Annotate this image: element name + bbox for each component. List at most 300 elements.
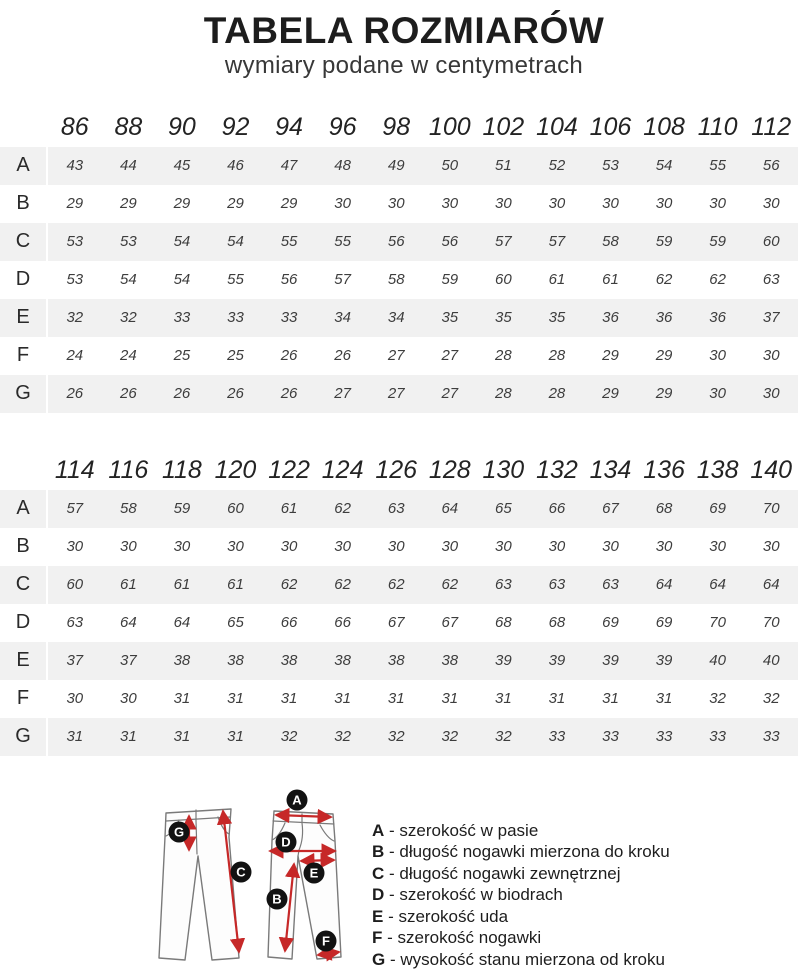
row-label: C (0, 566, 48, 604)
value-cell: 30 (227, 538, 244, 556)
value-cell: 70 (762, 500, 780, 518)
table-row (0, 147, 798, 185)
value-cell: 64 (762, 576, 780, 594)
value-cell: 53 (66, 233, 84, 251)
value-cell: 40 (762, 652, 780, 670)
value-cell: 45 (173, 157, 191, 175)
legend-item (372, 927, 670, 949)
row-label: B (0, 528, 48, 566)
value-cell: 37 (762, 309, 780, 327)
value-cell: 27 (387, 385, 405, 403)
table-row (0, 566, 798, 604)
value-cell: 56 (441, 233, 459, 251)
value-cell: 61 (280, 500, 298, 518)
table-row (0, 223, 798, 261)
value-cell: 54 (173, 271, 191, 289)
value-cell: 30 (387, 538, 405, 556)
value-cell: 31 (655, 690, 673, 708)
value-cell: 61 (548, 271, 566, 289)
value-cell: 56 (280, 271, 298, 289)
value-cell: 54 (120, 271, 137, 289)
measure-arrow-e (301, 860, 334, 861)
value-cell: 57 (334, 271, 351, 289)
value-cell: 27 (387, 347, 405, 365)
table-row (0, 642, 798, 680)
value-cell: 54 (227, 233, 244, 251)
value-cell: 56 (762, 157, 780, 175)
value-cell: 66 (280, 614, 298, 632)
value-cell: 31 (334, 690, 351, 708)
row-label: E (0, 642, 48, 680)
value-cell: 32 (709, 690, 726, 708)
value-cell: 64 (441, 500, 459, 518)
value-cell: 31 (66, 728, 84, 746)
value-cell: 63 (548, 576, 566, 594)
size-header-cell: 138 (696, 456, 739, 485)
value-cell: 30 (280, 538, 298, 556)
value-cell: 30 (655, 538, 673, 556)
value-cell: 30 (441, 538, 459, 556)
size-header-cell: 92 (221, 113, 250, 142)
value-cell: 29 (655, 385, 673, 403)
value-cell: 61 (602, 271, 619, 289)
value-cell: 26 (227, 385, 244, 403)
legend-item (372, 841, 670, 863)
row-label: C (0, 223, 48, 261)
size-header-cell: 108 (643, 113, 685, 142)
value-cell: 34 (334, 309, 351, 327)
value-cell: 32 (762, 690, 780, 708)
value-cell: 31 (602, 690, 619, 708)
value-cell: 30 (762, 195, 780, 213)
value-cell: 27 (334, 385, 351, 403)
value-cell: 38 (173, 652, 191, 670)
table-row (0, 680, 798, 718)
value-cell: 56 (387, 233, 405, 251)
value-cell: 38 (441, 652, 459, 670)
row-label: A (0, 147, 48, 185)
value-cell: 26 (334, 347, 351, 365)
pants-diagram (128, 780, 358, 975)
row-label: D (0, 261, 48, 299)
value-cell: 29 (280, 195, 298, 213)
diagram-marker-g (169, 821, 190, 842)
value-cell: 30 (334, 195, 351, 213)
size-header-cell: 86 (60, 113, 89, 142)
svg-text:G: G (173, 824, 185, 840)
value-cell: 30 (387, 195, 405, 213)
table-row (0, 490, 798, 528)
value-cell: 28 (495, 347, 512, 365)
table-row (0, 718, 798, 756)
value-cell: 62 (334, 500, 351, 518)
table-row (0, 528, 798, 566)
value-cell: 64 (709, 576, 726, 594)
value-cell: 59 (655, 233, 673, 251)
legend-key: D (372, 885, 385, 905)
value-cell: 30 (120, 538, 137, 556)
value-cell: 59 (709, 233, 726, 251)
legend-item (372, 884, 670, 906)
size-header-cell: 112 (751, 113, 792, 142)
value-cell: 29 (602, 385, 619, 403)
value-cell: 46 (227, 157, 244, 175)
value-cell: 30 (762, 385, 780, 403)
value-cell: 29 (120, 195, 137, 213)
size-header-cell: 134 (589, 456, 632, 485)
size-header-cell: 94 (275, 113, 303, 142)
value-cell: 31 (120, 728, 137, 746)
size-header-cell: 110 (697, 113, 738, 142)
svg-text:E: E (309, 865, 319, 881)
value-cell: 30 (66, 538, 84, 556)
legend-item (372, 906, 670, 928)
value-cell: 30 (334, 538, 351, 556)
value-cell: 27 (441, 385, 459, 403)
legend-key: E (372, 906, 384, 926)
value-cell: 31 (495, 690, 512, 708)
size-header-cell: 120 (214, 456, 257, 485)
value-cell: 28 (548, 347, 566, 365)
value-cell: 35 (441, 309, 459, 327)
value-cell: 62 (280, 576, 298, 594)
value-cell: 24 (120, 347, 137, 365)
value-cell: 49 (387, 157, 405, 175)
value-cell: 65 (227, 614, 244, 632)
value-cell: 63 (762, 271, 780, 289)
value-cell: 31 (227, 728, 244, 746)
value-cell: 64 (655, 576, 673, 594)
page-title: TABELA ROZMIARÓW (203, 10, 605, 51)
value-cell: 29 (66, 195, 84, 213)
value-cell: 29 (602, 347, 619, 365)
row-label: G (0, 718, 48, 756)
value-cell: 38 (227, 652, 244, 670)
value-cell: 57 (548, 233, 566, 251)
value-cell: 54 (173, 233, 191, 251)
legend-text: - długość nogawki zewnętrznej (384, 863, 621, 883)
value-cell: 30 (173, 538, 191, 556)
row-label: A (0, 490, 48, 528)
size-header-cell: 122 (268, 456, 310, 485)
value-cell: 24 (66, 347, 84, 365)
value-cell: 51 (495, 157, 512, 175)
value-cell: 38 (387, 652, 405, 670)
value-cell: 29 (227, 195, 244, 213)
value-cell: 30 (709, 195, 726, 213)
value-cell: 28 (548, 385, 566, 403)
diagram-marker-f (316, 930, 337, 951)
table-row (0, 604, 798, 642)
row-label: F (0, 680, 48, 718)
value-cell: 30 (66, 690, 84, 708)
value-cell: 30 (602, 538, 619, 556)
value-cell: 31 (173, 728, 191, 746)
legend-item (372, 820, 670, 842)
legend-key: A (372, 820, 385, 840)
value-cell: 26 (173, 385, 191, 403)
svg-text:D: D (281, 834, 291, 850)
value-cell: 67 (441, 614, 459, 632)
value-cell: 60 (762, 233, 780, 251)
value-cell: 29 (655, 347, 673, 365)
value-cell: 32 (495, 728, 512, 746)
legend-key: G (372, 949, 386, 969)
value-cell: 25 (173, 347, 191, 365)
page-subtitle: wymiary podane w centymetrach (224, 51, 584, 79)
value-cell: 62 (334, 576, 351, 594)
value-cell: 30 (602, 195, 619, 213)
value-cell: 32 (387, 728, 405, 746)
row-label: D (0, 604, 48, 642)
value-cell: 32 (120, 309, 137, 327)
value-cell: 47 (280, 157, 298, 175)
value-cell: 40 (709, 652, 726, 670)
value-cell: 37 (120, 652, 137, 670)
value-cell: 66 (334, 614, 351, 632)
legend-text: - wysokość stanu mierzona od kroku (385, 949, 665, 969)
value-cell: 59 (173, 500, 191, 518)
value-cell: 32 (280, 728, 298, 746)
value-cell: 61 (227, 576, 244, 594)
value-cell: 30 (495, 195, 512, 213)
size-header-cell: 114 (54, 456, 95, 485)
legend-key: B (372, 842, 385, 862)
value-cell: 48 (334, 157, 351, 175)
value-cell: 33 (280, 309, 298, 327)
value-cell: 62 (387, 576, 405, 594)
diagram-marker-b (267, 888, 288, 909)
value-cell: 32 (334, 728, 351, 746)
size-header-cell: 132 (536, 456, 578, 485)
size-header-cell: 128 (428, 456, 471, 485)
value-cell: 63 (66, 614, 84, 632)
value-cell: 31 (227, 690, 244, 708)
value-cell: 53 (602, 157, 619, 175)
svg-text:C: C (236, 864, 246, 880)
value-cell: 32 (441, 728, 459, 746)
size-header-cell: 96 (328, 113, 357, 142)
value-cell: 31 (173, 690, 191, 708)
value-cell: 39 (548, 652, 566, 670)
size-header-cell: 130 (482, 456, 525, 485)
value-cell: 37 (66, 652, 84, 670)
value-cell: 58 (602, 233, 619, 251)
table-row (0, 299, 798, 337)
table-row (0, 185, 798, 223)
table-row (0, 375, 798, 413)
value-cell: 38 (280, 652, 298, 670)
value-cell: 36 (655, 309, 673, 327)
value-cell: 30 (120, 690, 137, 708)
value-cell: 36 (602, 309, 619, 327)
table-header-row (0, 446, 798, 490)
value-cell: 63 (602, 576, 619, 594)
legend-text: - szerokość nogawki (382, 928, 542, 948)
value-cell: 33 (655, 728, 673, 746)
diagram-marker-d (276, 831, 297, 852)
value-cell: 54 (655, 157, 673, 175)
value-cell: 58 (120, 500, 137, 518)
value-cell: 39 (495, 652, 512, 670)
svg-text:B: B (272, 891, 282, 907)
value-cell: 62 (655, 271, 673, 289)
value-cell: 50 (441, 157, 459, 175)
legend-item (372, 949, 670, 971)
value-cell: 69 (655, 614, 673, 632)
value-cell: 30 (709, 538, 726, 556)
size-table-1 (0, 103, 808, 413)
legend (372, 780, 670, 975)
row-label: B (0, 185, 48, 223)
value-cell: 68 (495, 614, 512, 632)
value-cell: 30 (709, 385, 726, 403)
size-header-cell: 126 (375, 456, 418, 485)
value-cell: 58 (387, 271, 405, 289)
legend-key: C (372, 863, 385, 883)
value-cell: 33 (548, 728, 566, 746)
value-cell: 30 (441, 195, 459, 213)
legend-text: - długość nogawki mierzona do kroku (384, 842, 670, 862)
value-cell: 33 (762, 728, 780, 746)
value-cell: 61 (120, 576, 137, 594)
value-cell: 29 (173, 195, 191, 213)
size-header-cell: 98 (382, 113, 411, 142)
size-header-cell: 100 (428, 113, 471, 142)
size-header-cell: 124 (321, 456, 364, 485)
value-cell: 60 (227, 500, 244, 518)
size-header-cell: 88 (114, 113, 143, 142)
value-cell: 35 (548, 309, 566, 327)
value-cell: 33 (227, 309, 244, 327)
size-header-cell: 118 (161, 456, 202, 485)
value-cell: 26 (280, 347, 298, 365)
value-cell: 65 (495, 500, 512, 518)
value-cell: 39 (602, 652, 619, 670)
value-cell: 68 (548, 614, 566, 632)
value-cell: 25 (227, 347, 244, 365)
value-cell: 57 (495, 233, 512, 251)
size-header-cell: 136 (643, 456, 685, 485)
value-cell: 33 (709, 728, 726, 746)
value-cell: 31 (548, 690, 566, 708)
size-header-cell: 102 (482, 113, 525, 142)
size-header-cell: 104 (536, 113, 578, 142)
page-header (0, 0, 808, 79)
value-cell: 38 (334, 652, 351, 670)
svg-text:A: A (292, 792, 302, 808)
value-cell: 34 (387, 309, 405, 327)
value-cell: 55 (709, 157, 726, 175)
diagram-marker-e (304, 862, 325, 883)
value-cell: 30 (548, 538, 566, 556)
value-cell: 66 (548, 500, 566, 518)
value-cell: 39 (655, 652, 673, 670)
value-cell: 60 (66, 576, 84, 594)
value-cell: 31 (387, 690, 405, 708)
value-cell: 69 (709, 500, 726, 518)
size-header-cell: 106 (589, 113, 632, 142)
value-cell: 44 (120, 157, 137, 175)
value-cell: 33 (602, 728, 619, 746)
value-cell: 31 (441, 690, 459, 708)
value-cell: 63 (495, 576, 512, 594)
value-cell: 27 (441, 347, 459, 365)
table-corner-cell (0, 446, 48, 490)
table-header-row (0, 103, 798, 147)
value-cell: 64 (120, 614, 137, 632)
value-cell: 70 (709, 614, 726, 632)
value-cell: 52 (548, 157, 566, 175)
value-cell: 28 (495, 385, 512, 403)
value-cell: 30 (709, 347, 726, 365)
value-cell: 35 (495, 309, 512, 327)
table-corner-cell (0, 103, 48, 147)
value-cell: 30 (762, 538, 780, 556)
size-header-cell: 140 (750, 456, 793, 485)
value-cell: 62 (441, 576, 459, 594)
value-cell: 55 (334, 233, 351, 251)
size-header-cell: 90 (168, 113, 196, 142)
value-cell: 70 (762, 614, 780, 632)
legend-text: - szerokość uda (383, 906, 509, 926)
size-table-2 (0, 446, 808, 756)
value-cell: 67 (602, 500, 619, 518)
value-cell: 26 (66, 385, 84, 403)
value-cell: 67 (387, 614, 405, 632)
value-cell: 57 (66, 500, 84, 518)
value-cell: 32 (66, 309, 84, 327)
value-cell: 36 (709, 309, 726, 327)
svg-text:F: F (322, 933, 330, 949)
diagram-marker-c (231, 861, 252, 882)
value-cell: 26 (120, 385, 137, 403)
value-cell: 55 (280, 233, 298, 251)
value-cell: 30 (655, 195, 673, 213)
value-cell: 43 (66, 157, 84, 175)
diagram-marker-a (287, 789, 308, 810)
measurement-guide (0, 780, 808, 975)
value-cell: 68 (655, 500, 673, 518)
row-label: G (0, 375, 48, 413)
value-cell: 60 (495, 271, 512, 289)
legend-key: F (372, 928, 383, 948)
value-cell: 63 (387, 500, 405, 518)
value-cell: 30 (495, 538, 512, 556)
value-cell: 59 (441, 271, 459, 289)
value-cell: 30 (762, 347, 780, 365)
value-cell: 62 (709, 271, 726, 289)
value-cell: 53 (66, 271, 84, 289)
legend-item (372, 863, 670, 885)
value-cell: 30 (548, 195, 566, 213)
value-cell: 64 (173, 614, 191, 632)
value-cell: 69 (602, 614, 619, 632)
legend-text: - szerokość w biodrach (384, 885, 563, 905)
value-cell: 61 (173, 576, 191, 594)
table-row (0, 337, 798, 375)
table-row (0, 261, 798, 299)
row-label: E (0, 299, 48, 337)
value-cell: 55 (227, 271, 244, 289)
value-cell: 31 (280, 690, 298, 708)
legend-text: - szerokość w pasie (384, 820, 539, 840)
value-cell: 33 (173, 309, 191, 327)
row-label: F (0, 337, 48, 375)
value-cell: 53 (120, 233, 137, 251)
size-header-cell: 116 (108, 456, 149, 485)
value-cell: 26 (280, 385, 298, 403)
